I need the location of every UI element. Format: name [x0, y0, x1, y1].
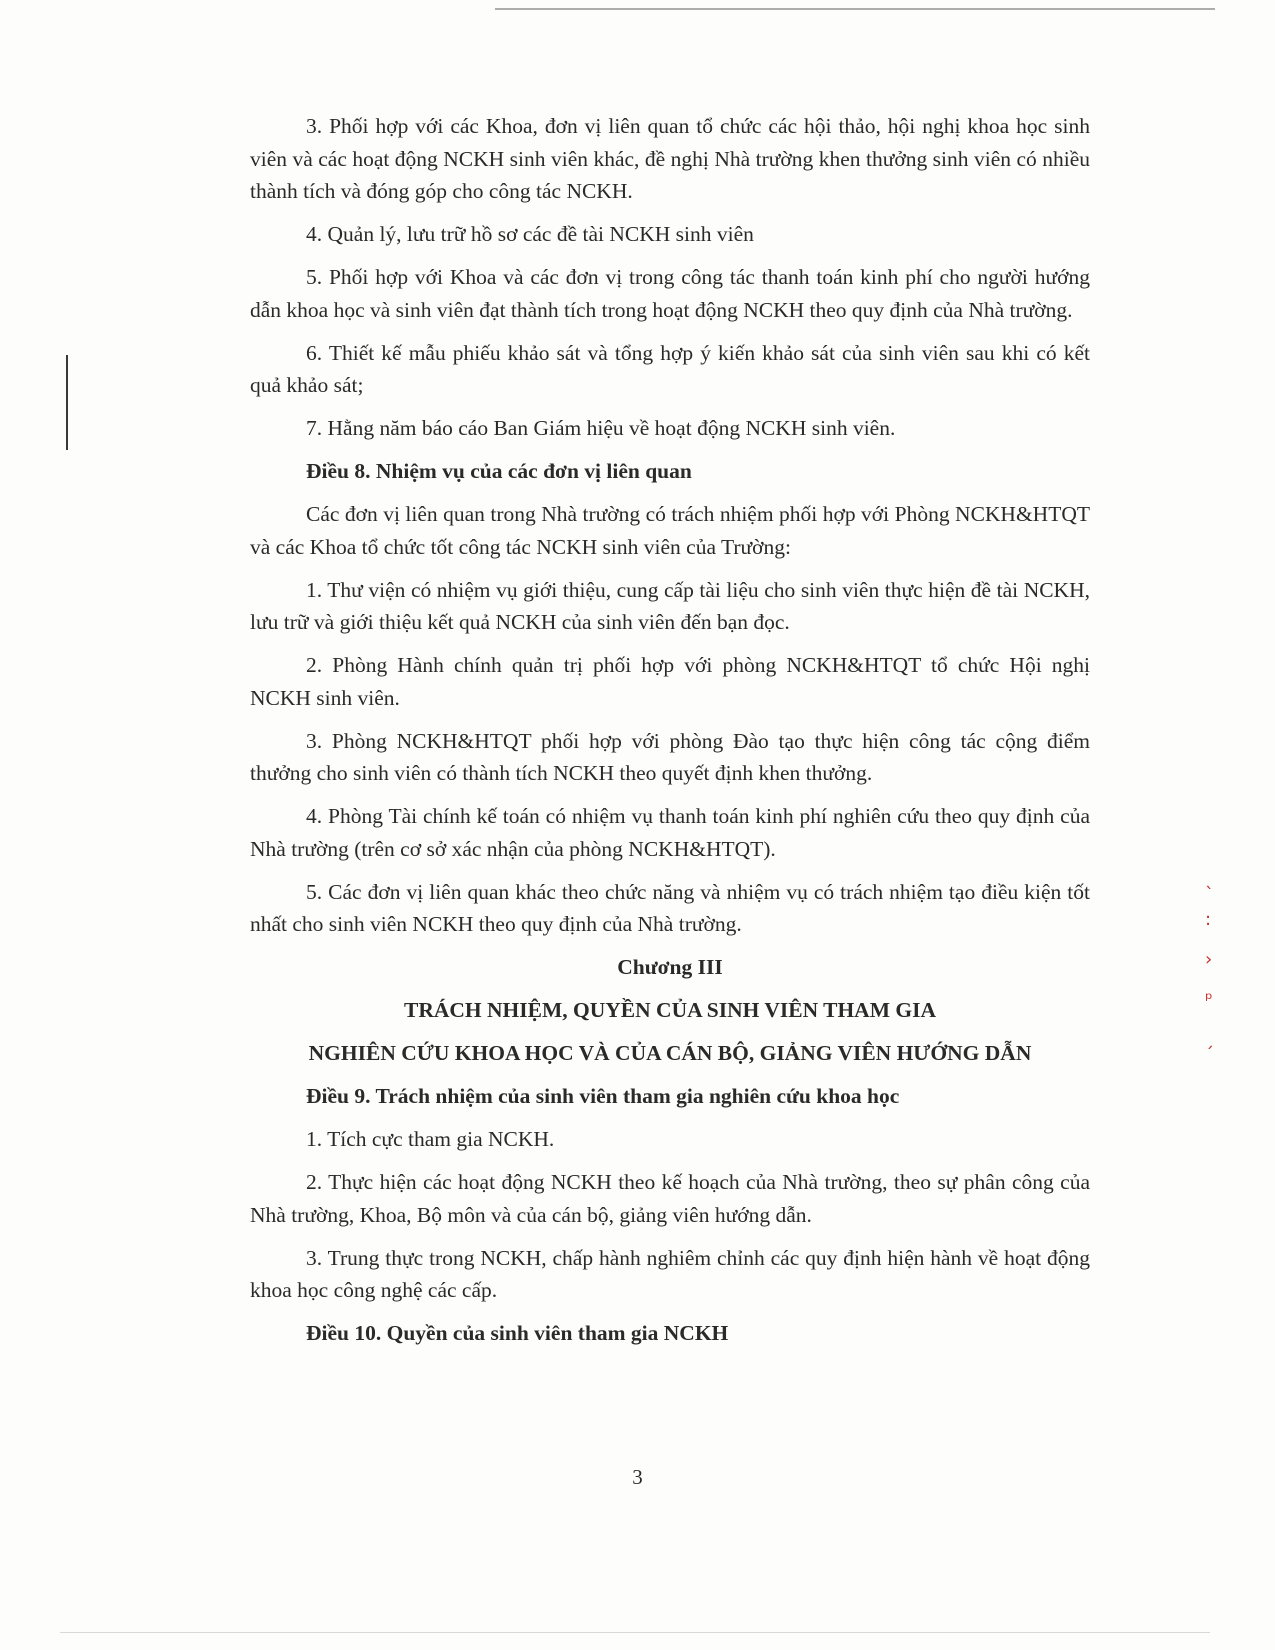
article-9-item-3: 3. Trung thực trong NCKH, chấp hành nghiêm chỉnh các quy định hiện hành về hoạt động khoa học công nghệ các cấp. [250, 1245, 1090, 1302]
article-8-item-2: 2. Phòng Hành chính quản trị phối hợp với phòng NCKH&HTQT tổ chức Hội nghị NCKH sinh viên. [250, 653, 1090, 710]
article-9-heading: Điều 9. Trách nhiệm của sinh viên tham gia nghiên cứu khoa học [306, 1084, 900, 1108]
document-body [250, 110, 1090, 1360]
paragraph-item-4: 4. Quản lý, lưu trữ hồ sơ các đề tài NCKH sinh viên [306, 222, 754, 246]
article-10-heading: Điều 10. Quyền của sinh viên tham gia NCKH [306, 1321, 729, 1345]
article-8-item-1: 1. Thư viện có nhiệm vụ giới thiệu, cung cấp tài liệu cho sinh viên thực hiện đề tài NCKH, lưu trữ và giới thiệu kết quả NCKH của sinh viên đến bạn đọc. [250, 577, 1090, 634]
scan-margin-mark [66, 355, 68, 450]
scan-edge-line-bottom [60, 1632, 1210, 1633]
article-8-item-3: 3. Phòng NCKH&HTQT phối hợp với phòng Đào tạo thực hiện công tác cộng điểm thưởng cho sinh viên có thành tích NCKH theo quyết định khen thưởng. [250, 728, 1090, 785]
paragraph-item-6: 6. Thiết kế mẫu phiếu khảo sát và tổng hợp ý kiến khảo sát của sinh viên sau khi có kết quả khảo sát; [250, 340, 1090, 397]
chapter-label: Chương III [617, 955, 723, 979]
article-8-heading: Điều 8. Nhiệm vụ của các đơn vị liên quan [306, 459, 692, 483]
stamp-bleed-marks: ˎ : › ᵖ ˏ [1205, 869, 1214, 1050]
scan-edge-line [495, 8, 1215, 10]
article-8-intro: Các đơn vị liên quan trong Nhà trường có trách nhiệm phối hợp với Phòng NCKH&HTQT và các Khoa tổ chức tốt công tác NCKH sinh viên của Trường: [250, 502, 1090, 559]
article-9-item-2: 2. Thực hiện các hoạt động NCKH theo kế hoạch của Nhà trường, theo sự phân công của Nhà trường, Khoa, Bộ môn và của cán bộ, giảng viên hướng dẫn. [250, 1170, 1090, 1227]
article-8-item-4: 4. Phòng Tài chính kế toán có nhiệm vụ thanh toán kinh phí nghiên cứu theo quy định của Nhà trường (trên cơ sở xác nhận của phòng NCKH&HTQT). [250, 804, 1090, 861]
article-8-item-5: 5. Các đơn vị liên quan khác theo chức năng và nhiệm vụ có trách nhiệm tạo điều kiện tốt nhất cho sinh viên NCKH theo quy định của Nhà trường. [250, 879, 1090, 936]
paragraph-item-5: 5. Phối hợp với Khoa và các đơn vị trong công tác thanh toán kinh phí cho người hướng dẫn khoa học và sinh viên đạt thành tích trong hoạt động NCKH theo quy định của Nhà trường. [250, 265, 1090, 322]
page-number: 3 [632, 1465, 643, 1489]
article-9-item-1: 1. Tích cực tham gia NCKH. [306, 1127, 555, 1151]
paragraph-item-3: 3. Phối hợp với các Khoa, đơn vị liên quan tổ chức các hội thảo, hội nghị khoa học sinh viên và các hoạt động NCKH sinh viên khác, đề nghị Nhà trường khen thưởng sinh viên có nhiều thành tích và đóng góp cho công tác NCKH. [250, 114, 1090, 203]
chapter-title-line-2: NGHIÊN CỨU KHOA HỌC VÀ CỦA CÁN BỘ, GIẢNG VIÊN HƯỚNG DẪN [308, 1041, 1032, 1065]
paragraph-item-7: 7. Hằng năm báo cáo Ban Giám hiệu về hoạt động NCKH sinh viên. [306, 416, 896, 440]
chapter-title-line-1: TRÁCH NHIỆM, QUYỀN CỦA SINH VIÊN THAM GIA [404, 998, 936, 1022]
